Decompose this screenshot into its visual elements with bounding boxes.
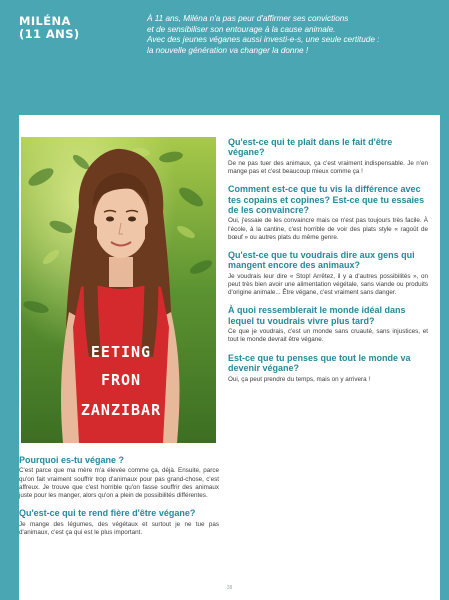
question-heading: Comment est-ce que tu vis la différence avec tes copains et copines? Est-ce que tu essaies de les convaincre? — [228, 184, 425, 216]
answer-text: Je mange des légumes, des végétaux et surtout je ne tue pas d'animaux, c'est ça qui est le plus important. — [19, 520, 219, 536]
person-name — [19, 15, 80, 41]
shirt-text-line: ZANZIBAR — [80, 401, 162, 419]
answer-text: Oui, ça peut prendre du temps, mais on y arrivera ! — [228, 375, 371, 383]
question-heading: À quoi ressemblerait le monde idéal dans lequel tu voudrais vivre plus tard? — [228, 305, 406, 326]
face — [94, 186, 148, 258]
question-heading: Pourquoi es-tu végane ? — [19, 455, 125, 465]
intro-line: Avec des jeunes véganes aussi investi-e-s, une seule certitude : — [147, 35, 380, 45]
header — [0, 0, 449, 112]
shirt-text-line: EETING — [90, 343, 152, 361]
name-label: MILÉNA — [19, 14, 71, 28]
question-heading: Est-ce que tu penses que tout le monde va devenir végane? — [228, 352, 411, 374]
intro-text — [147, 14, 437, 56]
question-heading: Qu'est-ce que tu voudrais dire aux gens qui mangent encore des animaux? — [228, 250, 415, 271]
right-column — [228, 137, 428, 392]
answer-text: Oui, j'essaie de les convaincre mais ce n'est pas toujours très facile. À l'école, à la cantine, c'est horrible de voir des plats style « ragoût de bœuf » ou autres plats du même genre. — [228, 217, 428, 241]
answer-text: De ne pas tuer des animaux, ça c'est vraiment indispensable. Je n'en mange pas et c'est beaucoup mieux comme ça ! — [228, 159, 428, 176]
question-heading: Qu'est-ce qui te plaît dans le fait d'être végane? — [228, 137, 393, 158]
article-card — [19, 115, 440, 600]
intro-line: la nouvelle génération va changer la donne ! — [147, 45, 309, 55]
intro-line: À 11 ans, Miléna n'a pas peur d'affirmer ses convictions — [147, 14, 349, 23]
portrait-illustration — [21, 137, 216, 443]
answer-text: C'est parce que ma mère m'a élevée comme ça, déjà. Ensuite, parce qu'on fait vraiment souffrir trop d'animaux pour pas grand-chose, c'est affreux. Je trouve que c'est horrible qu'on fasse souffrir des animaux juste pour les manger, alors qu'on a plein de possibilités différentes. — [19, 467, 219, 500]
intro-line: et de sensibiliser son entourage à la cause animale. — [147, 24, 336, 34]
shirt-text-line: FRON — [100, 371, 142, 389]
left-column — [19, 455, 219, 545]
answer-text: Je voudrais leur dire « Stop! Arrêtez, il y a d'autres possibilités », on peut très bien avoir une alimentation végétale, sans viande ou produits d'origine animale... Être végane, c'est vraiment sans danger. — [228, 272, 428, 297]
portrait-photo — [21, 137, 216, 443]
age-label: (11 ANS) — [19, 27, 80, 41]
answer-text: Ce que je voudrais, c'est un monde sans cruauté, sans injustices, et tout le monde devrait être végane. — [228, 328, 428, 344]
question-heading: Qu'est-ce qui te rend fière d'être végane? — [19, 508, 196, 519]
page-number: 38 — [226, 585, 233, 591]
